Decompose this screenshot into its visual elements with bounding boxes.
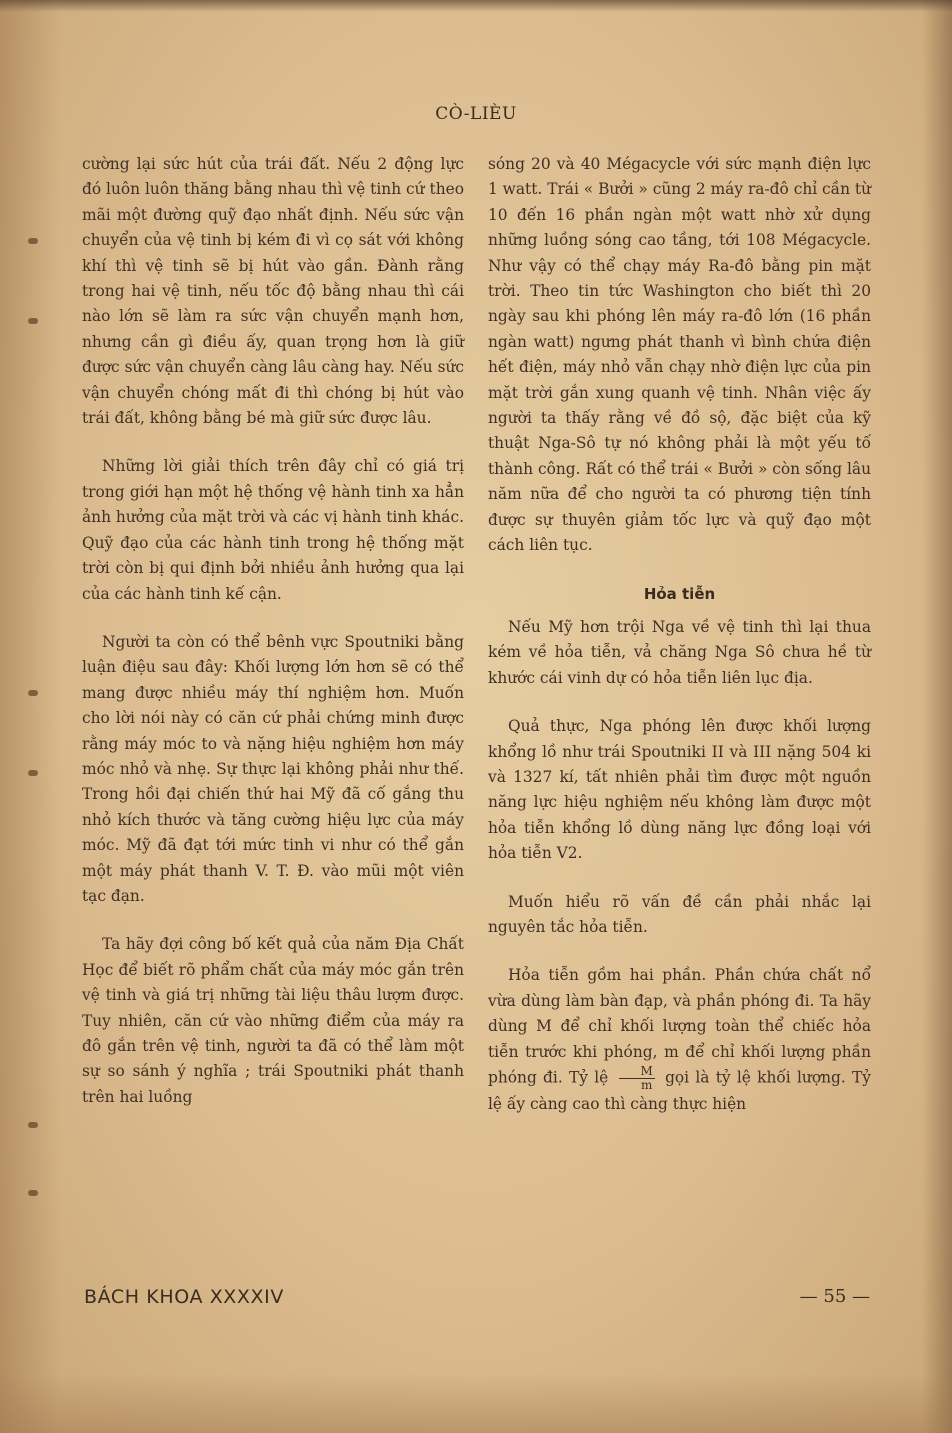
paragraph: Người ta còn có thể bênh vực Spoutniki bằng luận điệu sau đây: Khối lượng lớn hơn sẽ có thể mang được nhiều máy thí nghiệm hơn. Muốn cho lời nói này có căn cứ phải chứng minh được rằng máy móc to và nặng hiệu nghiệm hơn máy móc nhỏ và nhẹ. Sự thực lại không phải như thế. Trong hồi đại chiến thứ hai Mỹ đã cố gắng thu nhỏ kích thước và tăng cường hiệu lực của máy móc. Mỹ đã đạt tới mức tinh vi như có thể gắn một máy phát thanh V. T. Đ. vào mũi một viên tạc đạn. [82, 632, 464, 905]
paragraph: Nếu Mỹ hơn trội Nga về vệ tinh thì lại thua kém về hỏa tiễn, vả chăng Nga Sô chưa hề từ khước cái vinh dự có hỏa tiễn liên lục địa. [488, 617, 871, 687]
binding-hole-mark [28, 770, 38, 776]
fraction-denominator: m [640, 1078, 653, 1092]
paragraph: Ta hãy đợi công bố kết quả của năm Địa Chất Học để biết rõ phẩm chất của máy móc gắn trên vệ tinh và giá trị những tài liệu thâu lượm được. Tuy nhiên, căn cứ vào những điểm của máy ra đô gắn trên vệ tinh, người ta đã có thể làm một sự so sánh ý nghĩa ; trái Spoutniki phát thanh trên hai luồng [82, 935, 464, 1106]
section-heading: Hỏa tiễn [643, 584, 716, 603]
right-column [488, 152, 871, 1140]
page-edge-shadow-bottom [0, 1373, 952, 1433]
binding-hole-mark [28, 318, 38, 324]
paragraph: sóng 20 và 40 Mégacycle với sức mạnh điện lực 1 watt. Trái « Bưởi » cũng 2 máy ra-đô chỉ cần từ 10 đến 16 phần ngàn một watt nhờ xử dụng những luồng sóng cao tầng, tới 108 Mégacycle. Như vậy có thể chạy máy Ra-đô bằng pin mặt trời. Theo tin tức Washington cho biết thì 20 ngày sau khi phóng lên máy ra-đô lớn (16 phần ngàn watt) ngưng phát thanh vì bình chứa điện hết điện, máy nhỏ vẫn chạy nhờ điện lực của pin mặt trời gắn xung quanh vệ tinh. Nhân việc ấy người ta thấy rằng về đồ sộ, đặc biệt của kỹ thuật Nga-Sô tự nó không phải là một yếu tố thành công. Rất có thể trái « Bưởi » còn sống lâu năm nữa để cho người ta có phương tiện tính được sự thuyên giảm tốc lực và quỹ đạo một cách liên tục. [488, 155, 871, 555]
page-edge-shadow-top [0, 0, 952, 12]
paragraph: Những lời giải thích trên đây chỉ có giá trị trong giới hạn một hệ thống vệ hành tinh xa hẳn ảnh hưởng của mặt trời và các vị hành tinh khác. Quỹ đạo của các hành tinh trong hệ thống mặt trời còn bị qui định bởi nhiều ảnh hưởng qua lại của các hành tinh kế cận. [82, 457, 464, 603]
binding-hole-mark [28, 238, 38, 244]
mass-ratio-fraction [619, 1065, 655, 1092]
running-head: CÒ-LIÈU [435, 104, 517, 124]
paragraph: Muốn hiểu rõ vấn đề cần phải nhắc lại nguyên tắc hỏa tiễn. [488, 892, 871, 936]
paragraph: Quả thực, Nga phóng lên được khối lượng khổng lồ như trái Spoutniki II và III nặng 504 ki và 1327 kí, tất nhiên phải tìm được một nguồn năng lực hiệu nghiệm nếu không làm được một hỏa tiễn khổng lồ dùng năng lực đồng loại với hỏa tiễn V2. [488, 717, 871, 863]
page-edge-shadow-left [0, 0, 60, 1433]
footer-page-number: — 55 — [799, 1286, 870, 1307]
paragraph-text: Hỏa tiễn gồm hai phần. Phần chứa chất nổ vừa dùng làm bàn đạp, và phần phóng đi. Ta hãy dùng M để chỉ khối lượng toàn thể chiếc hỏa tiễn trước khi phóng, m để chỉ khối lượng phần phóng đi. Tỷ lệ [488, 966, 871, 1087]
page-edge-shadow-right [922, 0, 952, 1433]
paragraph-with-fraction [488, 963, 871, 1117]
binding-hole-mark [28, 1190, 38, 1196]
binding-hole-mark [28, 690, 38, 696]
paragraph-text: gọi là tỷ lệ khối lượng. Tỷ lệ ấy càng cao thì càng thực hiện [488, 1068, 871, 1113]
left-column [82, 152, 464, 1133]
footer-publication: BÁCH KHOA XXXXIV [84, 1286, 284, 1308]
binding-hole-mark [28, 1122, 38, 1128]
paragraph: cường lại sức hút của trái đất. Nếu 2 động lực đó luôn luôn thăng bằng nhau thì vệ tinh cứ theo mãi một đường quỹ đạo nhất định. Nếu sức vận chuyển của vệ tinh bị kém đi vì cọ sát với không khí thì vệ tinh sẽ bị hút vào gần. Đành rằng trong hai vệ tinh, nếu tốc độ bằng nhau thì cái nào lớn sẽ làm ra sức vận chuyển mạnh hơn, nhưng cần gì điều ấy, quan trọng hơn là giữ được sức vận chuyển càng lâu càng hay. Nếu sức vận chuyển chóng mất đi thì chóng bị hút vào trái đất, không bằng bé mà giữ sức được lâu. [82, 155, 464, 428]
fraction-numerator: M [619, 1065, 655, 1079]
